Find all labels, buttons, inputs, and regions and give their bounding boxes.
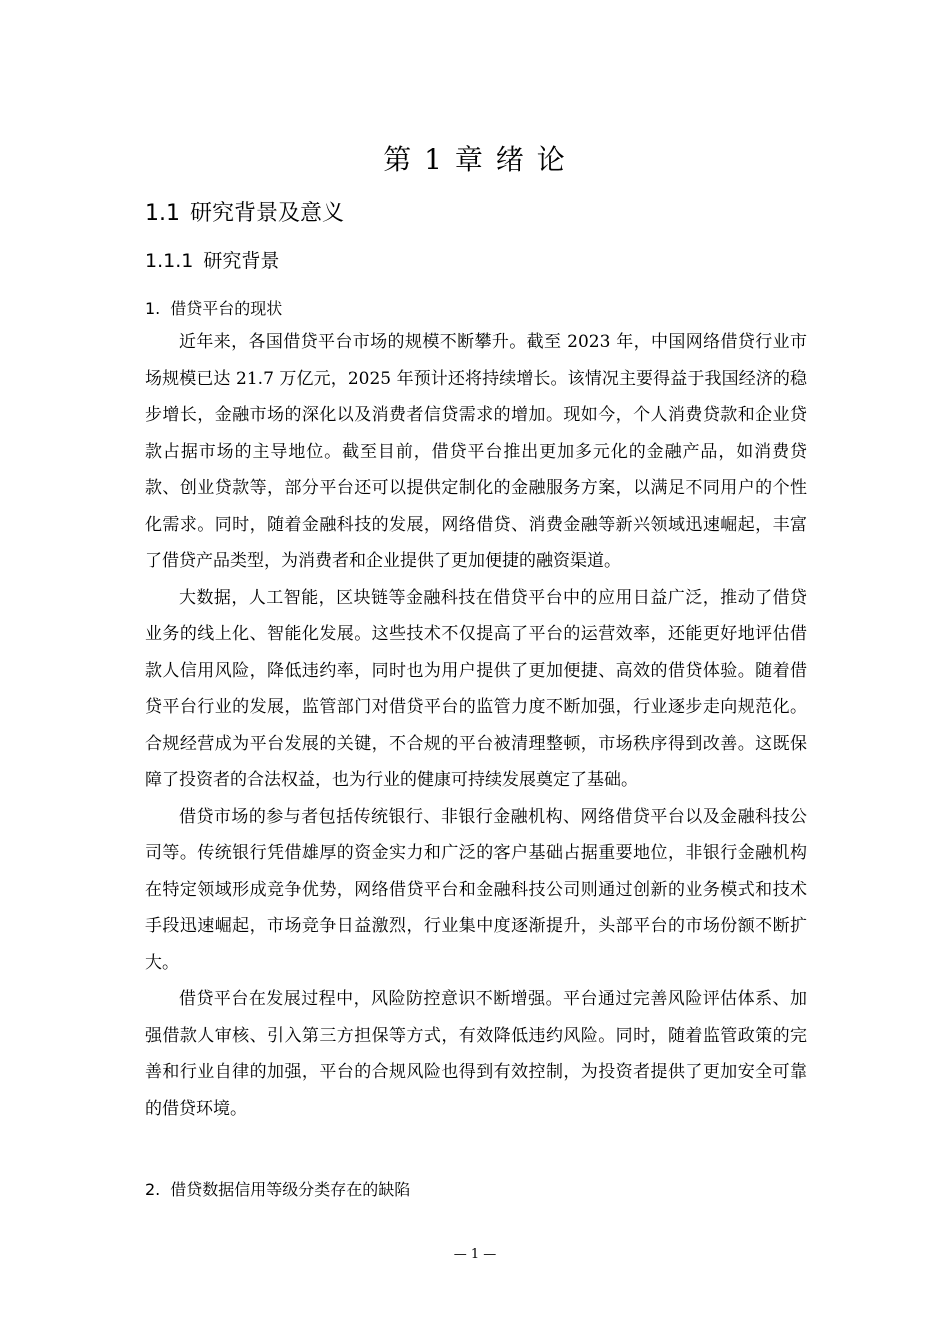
paragraph: 借贷平台在发展过程中，风险防控意识不断增强。平台通过完善风险评估体系、加强借款人审核、引入第三方担保等方式，有效降低违约风险。同时，随着监管政策的完善和行业自律的加强，平台的合规风险也得到有效控制，为投资者提供了更加安全可靠的借贷环境。 <box>145 989 807 1119</box>
subsection-title: 研究背景 <box>203 250 280 272</box>
page-number: — 1 — <box>453 1247 497 1262</box>
item-title-2: 借贷数据信用等级分类存在的缺陷 <box>170 1180 411 1199</box>
paragraph: 近年来，各国借贷平台市场的规模不断攀升。截至 2023 年，中国网络借贷行业市场规模已达 21.7 万亿元，2025 年预计还将持续增长。该情况主要得益于我国经济的稳步增长，金融市场的深化以及消费者信贷需求的增加。现如今，个人消费贷款和企业贷款占据市场的主导地位。截至目前，借贷平台推出更加多元化的金融产品，如消费贷款、创业贷款等，部分平台还可以提供定制化的金融服务方案，以满足不同用户的个性化需求。同时，随着金融科技的发展，网络借贷、消费金融等新兴领域迅速崛起，丰富了借贷产品类型，为消费者和企业提供了更加便捷的融资渠道。 <box>145 332 807 571</box>
item-number-2: 2. <box>145 1180 161 1199</box>
paragraph: 借贷市场的参与者包括传统银行、非银行金融机构、网络借贷平台以及金融科技公司等。传统银行凭借雄厚的资金实力和广泛的客户基础占据重要地位，非银行金融机构在特定领域形成竞争优势，网络借贷平台和金融科技公司则通过创新的业务模式和技术手段迅速崛起，市场竞争日益激烈，行业集中度逐渐提升，头部平台的市场份额不断扩大。 <box>145 806 807 973</box>
item-number-1: 1. <box>145 299 161 318</box>
chapter-title: 第 1 章 绪 论 <box>383 143 567 176</box>
subsection-heading <box>145 246 279 276</box>
item-title-1: 借贷平台的现状 <box>170 299 283 318</box>
item-heading-2 <box>145 1176 410 1204</box>
body-text <box>145 324 807 1127</box>
section-number: 1.1 <box>145 201 180 226</box>
section-heading <box>145 197 344 231</box>
subsection-number: 1.1.1 <box>145 250 194 272</box>
section-title: 研究背景及意义 <box>190 201 345 226</box>
item-heading-1 <box>145 295 282 323</box>
paragraph: 大数据，人工智能，区块链等金融科技在借贷平台中的应用日益广泛，推动了借贷业务的线上化、智能化发展。这些技术不仅提高了平台的运营效率，还能更好地评估借款人信用风险，降低违约率，同时也为用户提供了更加便捷、高效的借贷体验。随着借贷平台行业的发展，监管部门对借贷平台的监管力度不断加强，行业逐步走向规范化。合规经营成为平台发展的关键，不合规的平台被清理整顿，市场秩序得到改善。这既保障了投资者的合法权益，也为行业的健康可持续发展奠定了基础。 <box>145 587 807 790</box>
